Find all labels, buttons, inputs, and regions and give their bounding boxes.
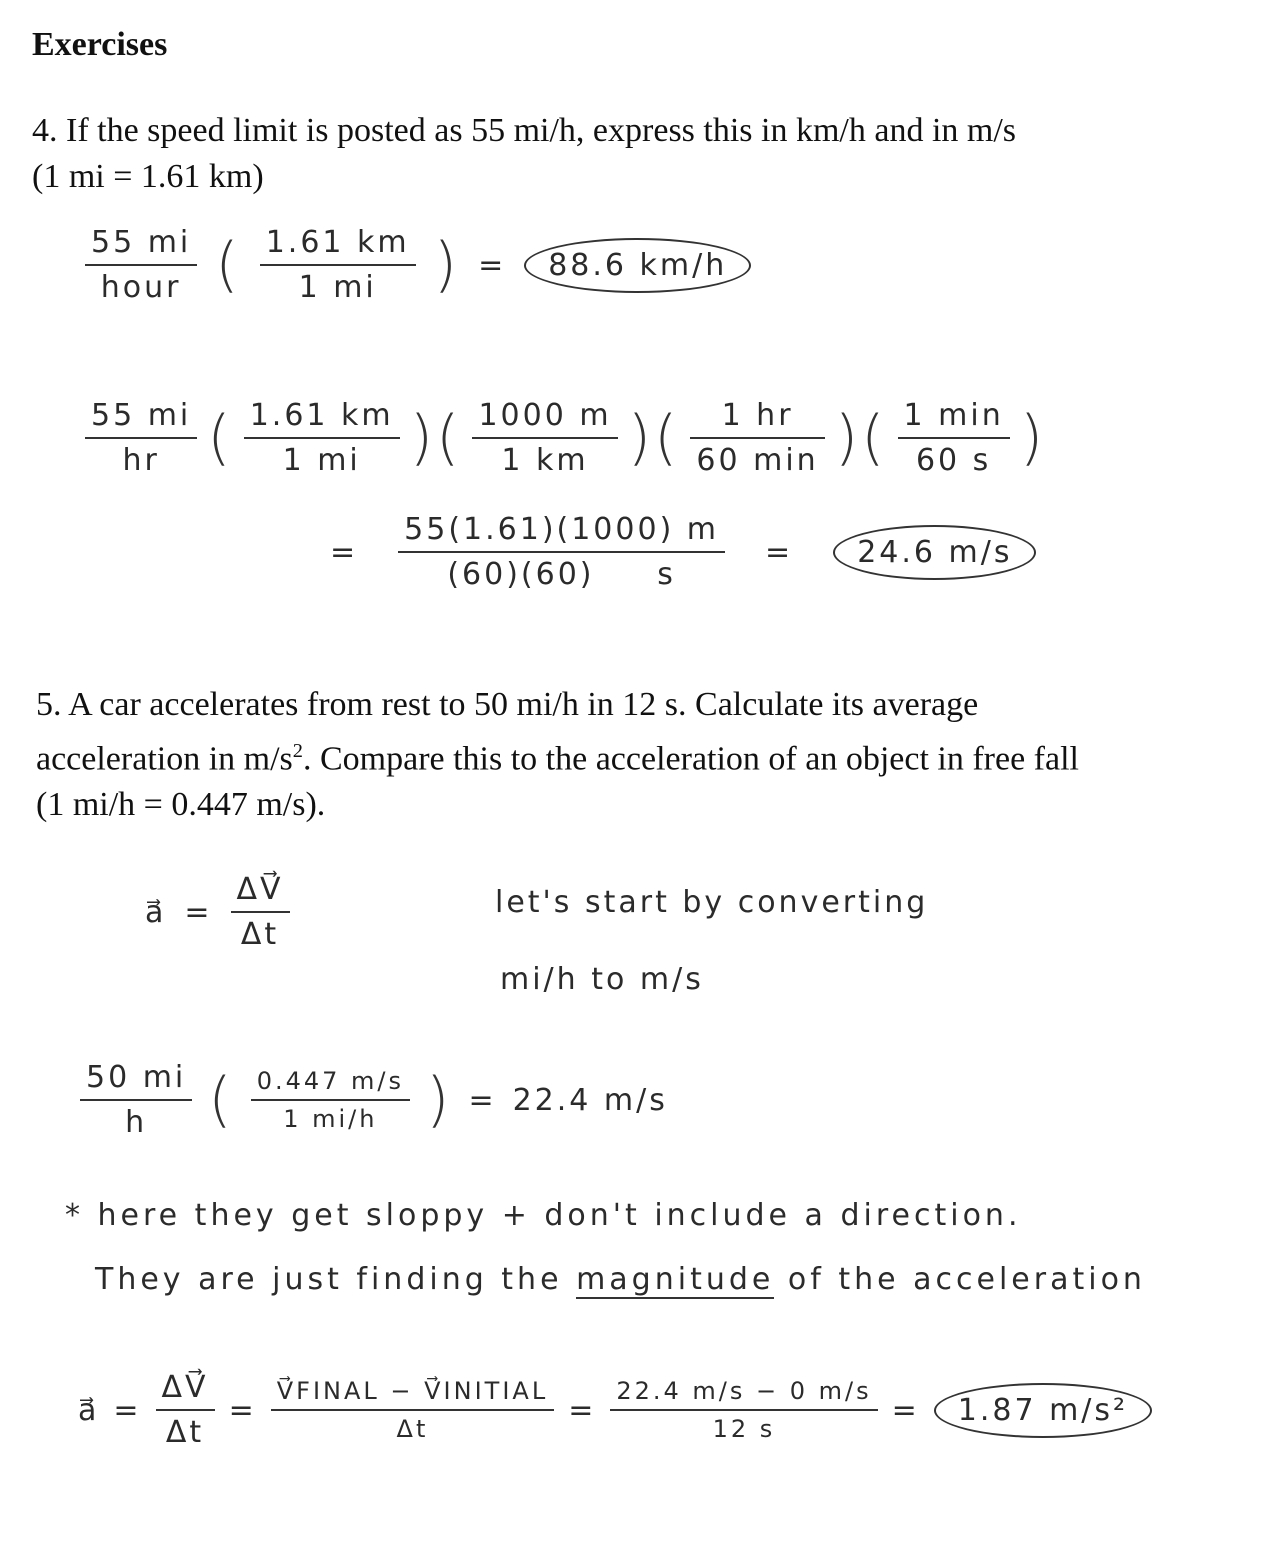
fraction-speed (85, 225, 197, 305)
fraction-numerator: 1000 m (478, 398, 612, 433)
fraction-numerator: 1 hr (721, 398, 794, 433)
fraction-denominator: 60 s (915, 443, 992, 478)
fraction-dv-dt (231, 872, 290, 952)
equals-sign: = (113, 1392, 142, 1428)
comment-magnitude (95, 1262, 1146, 1297)
paren-pair: )( (627, 403, 681, 473)
equals-sign: = (330, 534, 359, 570)
paren-pair: )( (834, 403, 888, 473)
converted-speed: 22.4 m/s (512, 1082, 668, 1118)
fraction-speed (85, 398, 197, 478)
fraction-denominator: 1 km (501, 443, 589, 478)
note-units: mi/h to m/s (500, 962, 704, 997)
fraction-numerator: 55 mi (91, 398, 192, 433)
magnitude-underlined: magnitude (576, 1262, 775, 1297)
fraction-denominator: 1 mi/h (283, 1105, 378, 1133)
acceleration-formula (145, 872, 290, 952)
fraction-bar (156, 1409, 215, 1411)
fraction-denominator: 1 mi (282, 443, 361, 478)
fraction-bar (398, 551, 725, 553)
fraction-numerator: ΔV⃗ (161, 1370, 209, 1405)
fraction-conversion-factor (251, 1067, 410, 1133)
fraction-denominator: hr (122, 443, 160, 478)
final-acceleration-calculation (78, 1370, 1152, 1450)
q4-ms-setup (85, 398, 1046, 478)
acceleration-vector: a⃗ (78, 1392, 100, 1428)
question-4-text: 4. If the speed limit is posted as 55 mi/h, express this in km/h and in m/s (1 mi = 1.61 km) (32, 112, 1017, 195)
fraction-denominator: 12 s (712, 1415, 776, 1443)
equals-sign: = (468, 1082, 497, 1118)
superscript-2: 2 (292, 740, 303, 762)
paren-pair: )( (409, 403, 463, 473)
acceleration-vector: a⃗ (145, 894, 167, 930)
answer-acceleration: 1.87 m/s² (934, 1383, 1152, 1438)
close-paren: ) (1019, 403, 1047, 473)
fraction-hr-per-min (690, 398, 824, 478)
equals-sign: = (478, 247, 507, 283)
fraction-numerator: ΔV⃗ (236, 872, 284, 907)
fraction-bar (690, 437, 824, 439)
fraction-numerator: 0.447 m/s (256, 1067, 405, 1095)
comment-part2: of the acceleration (787, 1262, 1146, 1297)
page-heading: Exercises (32, 26, 168, 63)
answer-ms: 24.6 m/s (833, 525, 1036, 580)
fraction-numerator: 22.4 m/s − 0 m/s (616, 1377, 872, 1405)
fraction-denominator: Δt (165, 1415, 205, 1450)
fraction-bar (244, 437, 400, 439)
fraction-denominator: hour (100, 270, 182, 305)
speed-conversion (80, 1060, 668, 1140)
fraction-velocity-difference (271, 1377, 554, 1443)
question-5-text-part2: . Compare this to the acceleration of an object in free fall (1 mi/h = 0.447 m/s). (36, 740, 1079, 824)
answer-kmh: 88.6 km/h (524, 238, 751, 293)
fraction-numerator: 55 mi (91, 225, 192, 260)
fraction-bar (80, 1099, 192, 1101)
open-paren: ( (208, 1065, 235, 1135)
fraction-denominator: h (125, 1105, 148, 1140)
fraction-denominator: (60)(60) s (447, 557, 676, 592)
comment-part1: They are just finding the (95, 1262, 563, 1297)
equals-sign: = (228, 1392, 257, 1428)
fraction-denominator: 1 mi (298, 270, 377, 305)
fraction-dv-dt (156, 1370, 215, 1450)
fraction-bar (898, 437, 1010, 439)
fraction-numeric (610, 1377, 877, 1443)
fraction-bar (85, 437, 197, 439)
fraction-numerator: 1.61 km (249, 398, 394, 433)
note-start-converting: let's start by converting (495, 885, 929, 920)
fraction-bar (260, 264, 416, 266)
open-paren: ( (207, 403, 234, 473)
comment-sloppy: * here they get sloppy + don't include a direction. (65, 1198, 1022, 1233)
fraction-bar (472, 437, 617, 439)
fraction-bar (251, 1099, 410, 1101)
fraction-numerator: 1.61 km (265, 225, 410, 260)
q4-kmh-calculation (85, 225, 751, 305)
fraction-numerator: 50 mi (86, 1060, 187, 1095)
question-5-text-part1: 5. A car accelerates from rest to 50 mi/h in 12 s. Calculate its average acceleration in m/s (36, 686, 979, 778)
fraction-bar (271, 1409, 554, 1411)
fraction-bar (231, 911, 290, 913)
fraction-numerator: 1 min (903, 398, 1004, 433)
equals-sign: = (184, 894, 213, 930)
equals-sign: = (891, 1392, 920, 1428)
fraction-computation (398, 512, 725, 592)
close-paren: ) (433, 230, 461, 300)
equals-sign: = (568, 1392, 597, 1428)
fraction-speed (80, 1060, 192, 1140)
question-5-text (36, 682, 1096, 828)
fraction-min-per-s (898, 398, 1010, 478)
fraction-numerator: V⃗FINAL − V⃗INITIAL (276, 1377, 549, 1405)
fraction-bar (85, 264, 197, 266)
fraction-denominator: 60 min (696, 443, 819, 478)
fraction-km-per-mi (244, 398, 400, 478)
equals-sign: = (765, 534, 794, 570)
fraction-denominator: Δt (396, 1415, 429, 1443)
fraction-m-per-km (472, 398, 617, 478)
close-paren: ) (426, 1065, 453, 1135)
fraction-km-per-mi (260, 225, 416, 305)
fraction-bar (610, 1409, 877, 1411)
open-paren: ( (215, 230, 242, 300)
fraction-numerator: 55(1.61)(1000) m (404, 512, 720, 547)
fraction-denominator: Δt (240, 917, 280, 952)
q4-ms-result (330, 512, 1036, 592)
